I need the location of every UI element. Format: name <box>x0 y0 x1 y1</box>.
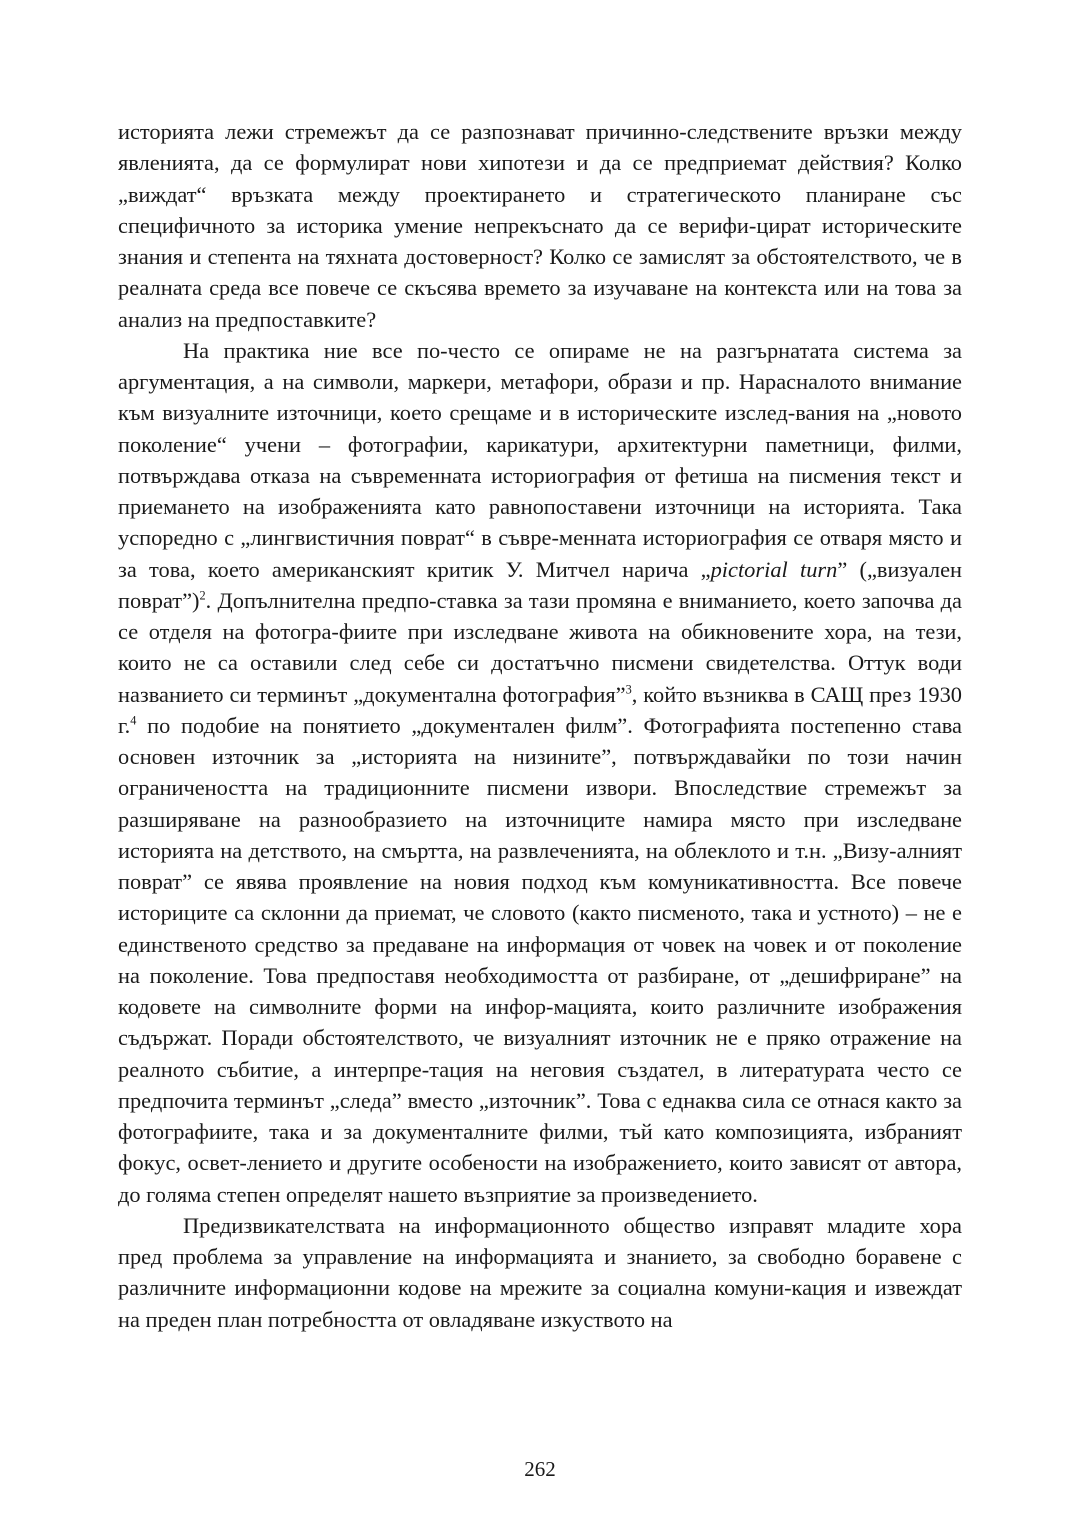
paragraph-3-text: Предизвикателствата на информационното общество изправят младите хора пред проблема за управление на информацията и знанието, за свободно боравене с различните информационни кодове на мрежите за социална комуни-кация и извеждат на преден план потребността от овладяване изкуството на <box>118 1212 962 1332</box>
paragraph-2 <box>118 335 962 1210</box>
paragraph-2-text: , който възниква в САЩ през 1930 г. <box>118 681 962 738</box>
paragraph-1-text: историята лежи стремежът да се разпознават причинно-следствените връзки между явленията, да се формулират нови хипотези и да се предприемат действия? Колко „виждат“ връзката между проектирането и стратегическото планиране със специфичното за историка умение непрекъснато да се верифи-цират историческите знания и степента на тяхната достоверност? Колко се замислят за обстоятелството, че в реалната среда все повече се скъсява времето за изучаване на контекста или на това за анализ на предпоставките? <box>118 119 962 332</box>
footnote-ref-3: 3 <box>625 682 632 697</box>
paragraph-2-text: по подобие на понятието „документален филм”. Фотографията постепенно става основен източник за „историята на низините”, потвърждавайки по този начин ограничеността на традиционните писмени извори. Впоследствие стремежът за разширяване на разнообразието на източниците намира място при изследване историята на детството, на смъртта, на развлеченията, на облеклото и т.н. „Визу-алният поврат” се явява проявление на новия подход към комуникативността. Все повече историците са склонни да приемат, че словото (както писменото, така и устното) – не е единственото средство за предаване на информация от човек на човек и от поколение на поколение. Това предпоставя необходимостта от разбиране, от „дешифриране” на кодовете на символните форми на инфор-мацията, които различните изображения съдържат. Поради обстоятелството, че визуалният източник не е пряко отражение на реалното събитие, а интерпре-тация на неговия създател, в литературата често се предпочита терминът „следа” вместо „източник”. Това с еднаква сила се отнася както за фотографиите, така и за документалните филми, тъй като композицията, избраният фокус, освет-лението и другите особености на изображението, които зависят от автора, до голяма степен определят нашето възприятие за произведението. <box>118 712 962 1207</box>
page-number: 262 <box>524 1457 556 1481</box>
paragraph-1 <box>118 116 962 335</box>
paragraph-3 <box>118 1210 962 1335</box>
paragraph-2-text: На практика ние все по-често се опираме не на разгърнатата система за аргументация, а на символи, маркери, метафори, образи и пр. Нарасналото внимание към визуалните източници, което срещаме и в историческите изслед-вания на „новото поколение“ учени – фотографии, карикатури, архитектурни паметници, филми, потвърждава отказа на съвременната историография от фетиша на писмения текст и приемането на изображенията като равнопоставени източници на историята. Така успоредно с „лингвистичния поврат“ в съвре-менната историография се отваря място и за това, което американският критик У. Митчел нарича „ <box>118 337 962 582</box>
paragraph-2-text: . Допълнителна предпо-ставка за тази промяна е вниманието, което започва да се отделя на фотогра-фиите при изследване живота на обикновените хора, на тези, които не са оставили след себе си достатъчно писмени свидетелства. Оттук води названието си терминът „документална фотография” <box>118 587 962 707</box>
footnote-ref-4: 4 <box>130 713 137 728</box>
italic-term: pictorial turn <box>710 556 838 582</box>
paragraph-2-text: ” („визуален поврат”) <box>118 556 962 613</box>
footnote-ref-2: 2 <box>199 588 206 603</box>
document-page <box>118 116 962 1416</box>
